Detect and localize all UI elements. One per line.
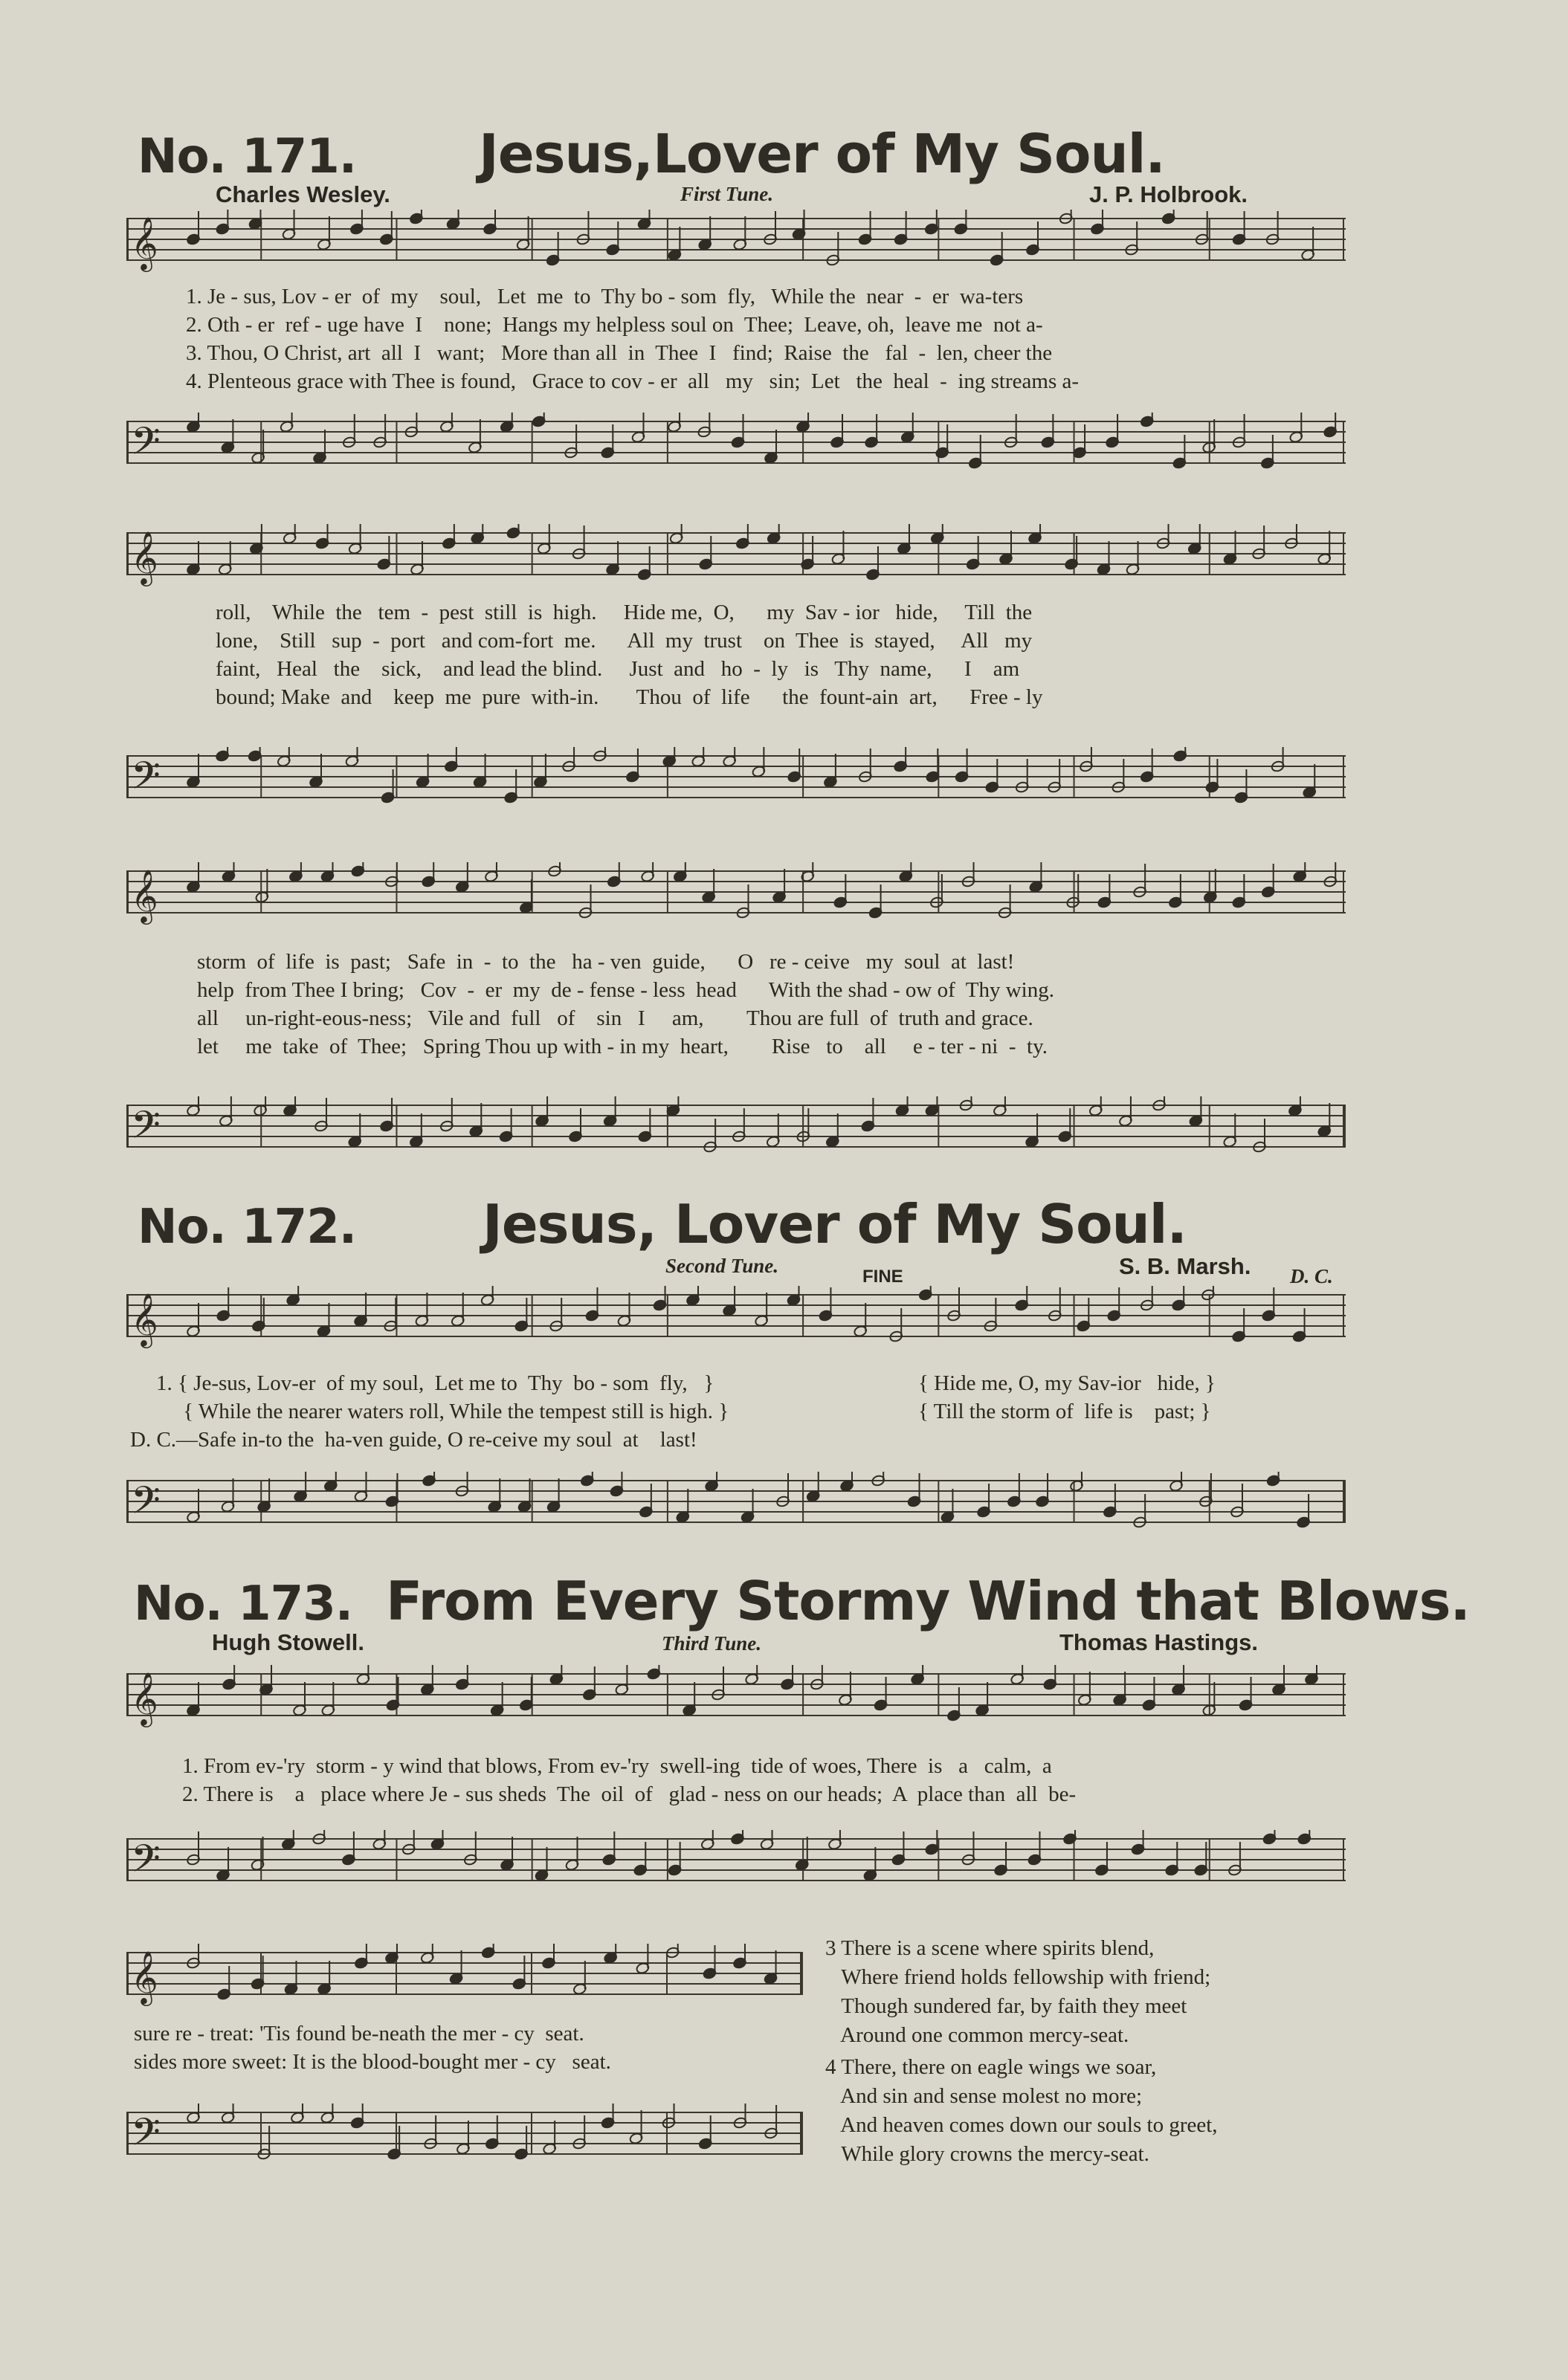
treble-staff — [126, 1286, 1346, 1346]
svg-text:𝄞: 𝄞 — [131, 216, 158, 270]
svg-text:𝄢: 𝄢 — [131, 418, 161, 473]
lyric-line: 3. Thou, O Christ, art all I want; More than all in Thee I find; Raise the fal - len, cheer the — [186, 341, 1053, 365]
lyric-line: 2. Oth - er ref - uge have I none; Hangs my helpless soul on Thee; Leave, oh, leave me not a- — [186, 313, 1043, 337]
dc-marker: D. C. — [1290, 1265, 1333, 1287]
svg-text:𝄞: 𝄞 — [131, 1671, 158, 1725]
fine-marker: FINE — [862, 1267, 903, 1287]
svg-text:𝄞: 𝄞 — [131, 868, 158, 922]
hymn-number: No. 173. — [134, 1577, 353, 1632]
bass-staff — [126, 747, 1346, 807]
hymn-171-header — [138, 123, 1165, 185]
tune-name: Second Tune. — [665, 1255, 779, 1277]
hymn-title: From Every Stormy Wind that Blows. — [386, 1570, 1470, 1632]
composer: S. B. Marsh. — [1119, 1253, 1251, 1279]
svg-text:𝄢: 𝄢 — [131, 1102, 161, 1157]
lyric-line: storm of life is past; Safe in - to the ha - ven guide, O re - ceive my soul at last! — [197, 950, 1015, 974]
treble-staff — [126, 210, 1346, 270]
hymn-title: Jesus,Lover of My Soul. — [479, 123, 1165, 185]
bass-staff — [126, 2103, 803, 2164]
bass-staff — [126, 1472, 1346, 1532]
verse-3: 3 There is a scene where spirits blend, Where friend holds fellowship with friend; Though sundered far, by faith they meet Around one common mercy-seat. — [825, 1936, 1211, 2047]
bass-staff — [126, 1830, 1346, 1890]
tune-name: First Tune. — [680, 183, 774, 205]
composer: Thomas Hastings. — [1059, 1629, 1258, 1655]
hymn-title: Jesus, Lover of My Soul. — [483, 1193, 1187, 1255]
composer: J. P. Holbrook. — [1089, 181, 1248, 207]
bass-staff — [126, 1096, 1346, 1157]
lyric-line: bound; Make and keep me pure with-in. Thou of life the fount-ain art, Free - ly — [216, 685, 1043, 709]
lyric-line: 1. From ev-'ry storm - y wind that blows, From ev-'ry swell-ing tide of woes, There is a calm, a — [182, 1754, 1052, 1778]
tune-name: Third Tune. — [662, 1632, 762, 1655]
bass-staff — [126, 413, 1346, 473]
svg-text:𝄢: 𝄢 — [131, 1478, 161, 1532]
author: Hugh Stowell. — [212, 1629, 364, 1655]
hymn-173-header — [134, 1570, 1470, 1632]
lyric-line: roll, While the tem - pest still is high. Hide me, O, my Sav - ior hide, Till the — [216, 601, 1033, 624]
lyric-line: { Till the storm of life is past; } — [918, 1400, 1211, 1423]
lyric-line: faint, Heal the sick, and lead the blind. Just and ho - ly is Thy name, I am — [216, 657, 1020, 681]
svg-text:𝄢: 𝄢 — [131, 2109, 161, 2164]
svg-text:𝄢: 𝄢 — [131, 1836, 161, 1890]
lyric-line: { While the nearer waters roll, While the tempest still is high. } — [156, 1400, 729, 1423]
lyric-line: help from Thee I bring; Cov - er my de - fense - less head With the shad - ow of Thy wing. — [197, 978, 1054, 1002]
lyric-line: sides more sweet: It is the blood-bought mer - cy seat. — [134, 2050, 611, 2074]
lyric-line: sure re - treat: 'Tis found be-neath the mer - cy seat. — [134, 2022, 584, 2046]
lyric-line: D. C.—Safe in-to the ha-ven guide, O re-ceive my soul at last! — [130, 1428, 697, 1452]
lyric-line: 1. Je - sus, Lov - er of my soul, Let me to Thy bo - som fly, While the near - er wa-ters — [186, 285, 1024, 308]
treble-staff — [126, 1944, 803, 2004]
lyric-line: lone, Still sup - port and com-fort me. All my trust on Thee is stayed, All my — [216, 629, 1033, 653]
treble-staff — [126, 524, 1346, 584]
svg-text:𝄞: 𝄞 — [131, 530, 158, 584]
svg-text:𝄞: 𝄞 — [131, 1292, 158, 1346]
svg-text:𝄢: 𝄢 — [131, 753, 161, 807]
lyric-line: { Hide me, O, my Sav-ior hide, } — [918, 1371, 1216, 1395]
lyric-line: 4. Plenteous grace with Thee is found, Grace to cov - er all my sin; Let the heal - ing streams a- — [186, 369, 1080, 393]
hymn-172-header — [138, 1193, 1187, 1255]
lyric-line: let me take of Thee; Spring Thou up with - in my heart, Rise to all e - ter - ni - ty. — [197, 1035, 1048, 1058]
lyric-line: all un-right-eous-ness; Vile and full of sin I am, Thou are full of truth and grace. — [197, 1006, 1033, 1030]
treble-staff — [126, 862, 1346, 922]
hymn-number: No. 171. — [138, 129, 357, 184]
hymn-number: No. 172. — [138, 1200, 357, 1255]
author: Charles Wesley. — [216, 181, 390, 207]
verse-4: 4 There, there on eagle wings we soar, And sin and sense molest no more; And heaven comes down our souls to greet, While glory crowns the mercy-seat. — [825, 2055, 1218, 2166]
lyric-line: 2. There is a place where Je - sus sheds The oil of glad - ness on our heads; A place than all be- — [182, 1782, 1077, 1806]
svg-text:𝄞: 𝄞 — [131, 1950, 158, 2004]
lyric-line: 1. { Je-sus, Lov-er of my soul, Let me to Thy bo - som fly, } — [156, 1371, 714, 1395]
treble-staff — [126, 1665, 1346, 1725]
